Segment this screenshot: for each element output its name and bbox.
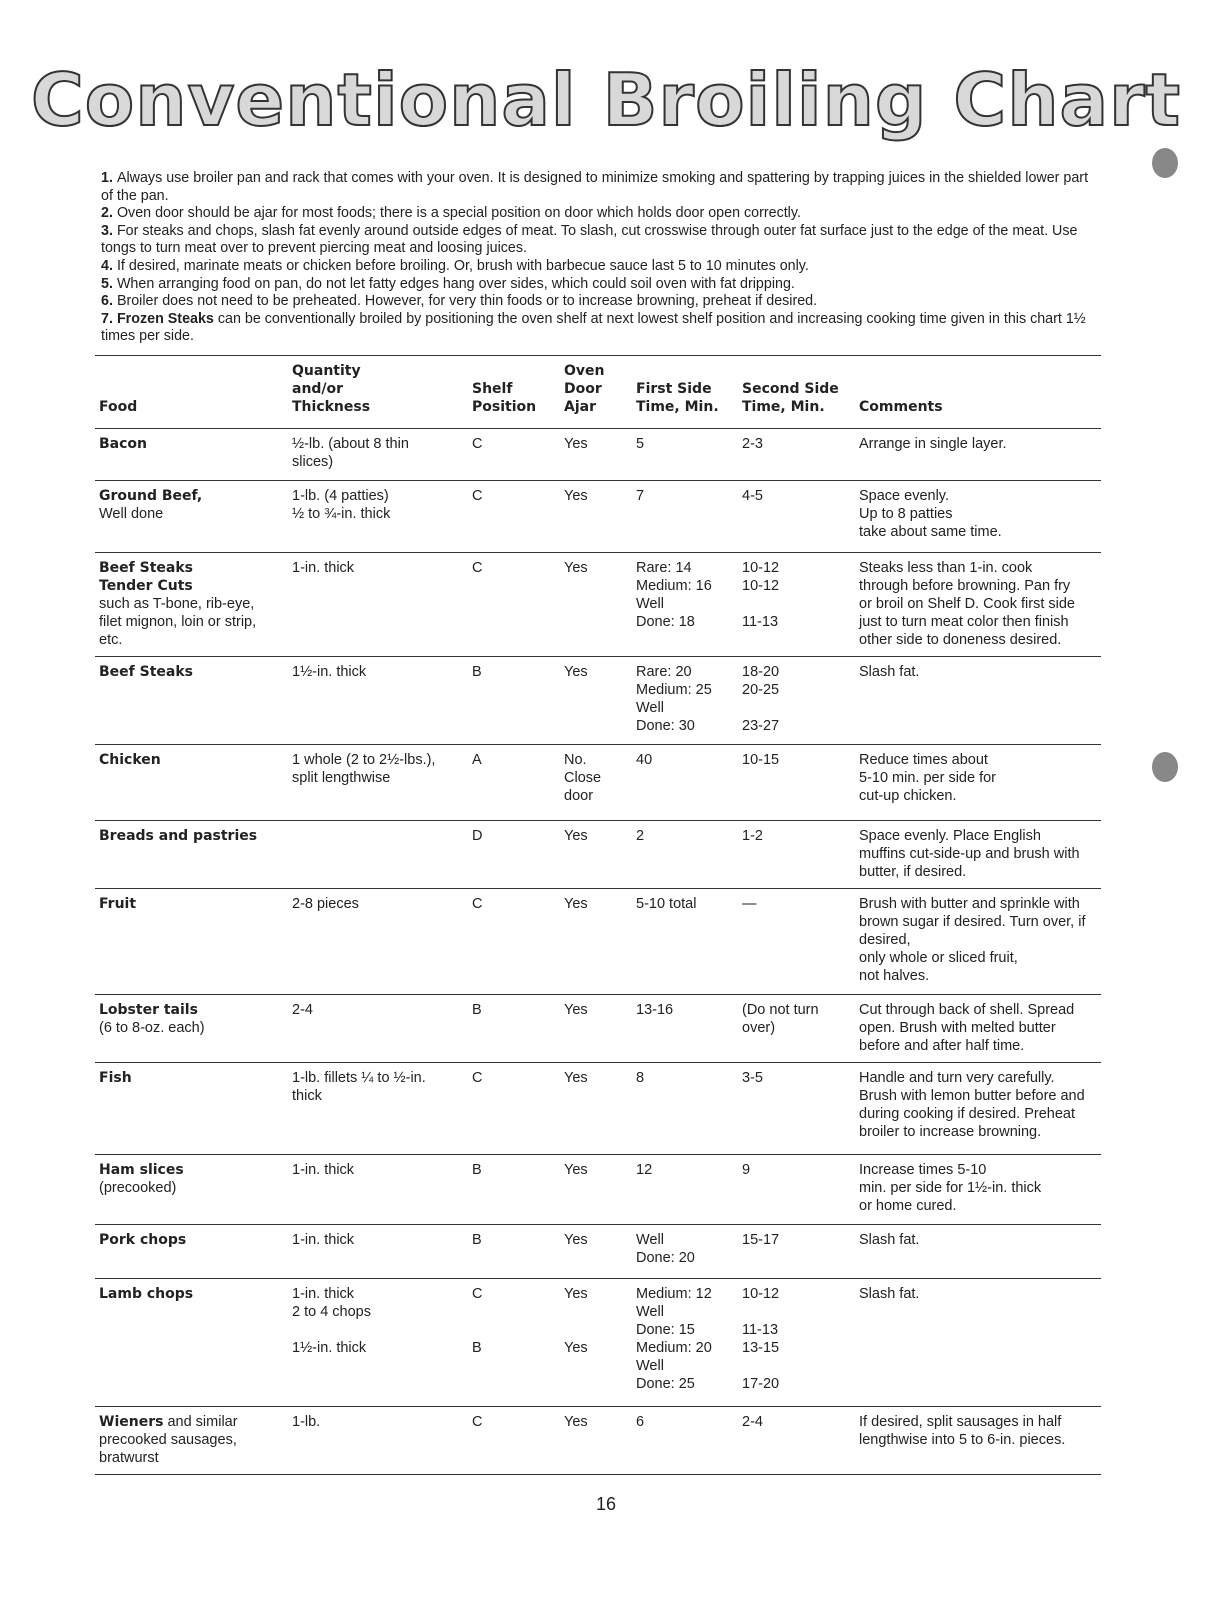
cell-first: Rare: 20 Medium: 25 Well Done: 30 [636, 664, 712, 734]
cell-first: 5 [636, 436, 645, 452]
note-number: 4. [101, 257, 113, 274]
page-title: Conventional Broiling Chart [30, 58, 1182, 142]
cell-second: (Do not turn over) [742, 1002, 819, 1036]
table-row [95, 1225, 1101, 1279]
cell-first: 5-10 total [636, 896, 697, 912]
cell-comments: Space evenly. Up to 8 patties take about same time. [859, 488, 1002, 540]
table-row [95, 995, 1101, 1063]
cell-door: Yes [564, 664, 588, 680]
page-number: 16 [595, 1494, 617, 1514]
food-name: Bacon [99, 436, 148, 452]
table-row [95, 1155, 1101, 1225]
food-name: Ham slices [99, 1162, 184, 1178]
cell-food [95, 1225, 288, 1279]
note-number: 7. [101, 310, 113, 327]
table-row [95, 429, 1101, 481]
food-name: Lamb chops [99, 1286, 194, 1302]
table-row [95, 481, 1101, 553]
note-number: 6. [101, 293, 113, 310]
food-detail: (precooked) [99, 1180, 177, 1196]
food-name: Pork chops [99, 1232, 187, 1248]
cell-first: Medium: 12 Well Done: 15 Medium: 20 Well Done: 25 [636, 1286, 712, 1392]
food-detail: Well done [99, 506, 164, 522]
food-detail: such as T-bone, rib-eye, filet mignon, loin or strip, etc. [99, 596, 257, 648]
cell-shelf: B [472, 664, 482, 680]
cell-food [95, 553, 288, 657]
cell-qty: 1-in. thick [292, 1162, 355, 1178]
cell-qty: 1-lb. fillets ¼ to ½-in. thick [292, 1070, 426, 1104]
cell-shelf: C [472, 488, 483, 504]
header-food: Food [99, 399, 138, 415]
food-name: Beef Steaks Tender Cuts [99, 560, 193, 594]
cell-first: 13-16 [636, 1002, 674, 1018]
cell-second: 1-2 [742, 828, 763, 844]
cell-qty [288, 821, 468, 889]
cell-qty: 1½-in. thick [292, 664, 367, 680]
cell-food [95, 429, 288, 481]
cell-door: Yes [564, 1414, 588, 1430]
header-oven-door-ajar: Oven Door Ajar [564, 363, 605, 415]
cell-door: Yes [564, 436, 588, 452]
table-header [95, 356, 1101, 429]
cell-comments: Slash fat. [859, 664, 920, 680]
note-text: When arranging food on pan, do not let fatty edges hang over sides, which could soil oven with fat dripping. [116, 275, 795, 292]
note-text: If desired, marinate meats or chicken before broiling. Or, brush with barbecue sauce last 5 to 10 minutes only. [116, 257, 809, 274]
food-name: Lobster tails [99, 1002, 198, 1018]
note-item [101, 170, 1101, 205]
cell-comments: Slash fat. [859, 1232, 920, 1248]
cell-food [95, 1407, 288, 1475]
cell-comments: Increase times 5-10 min. per side for 1½-in. thick or home cured. [859, 1162, 1042, 1214]
cell-door: No. Close door [564, 752, 602, 804]
cell-first: 6 [636, 1414, 645, 1430]
cell-food [95, 1063, 288, 1155]
cell-second: 9 [742, 1162, 751, 1178]
cell-qty: 2-8 pieces [292, 896, 359, 912]
cell-first: 8 [636, 1070, 645, 1086]
cell-first: Rare: 14 Medium: 16 Well Done: 18 [636, 560, 712, 630]
cell-second: 3-5 [742, 1070, 763, 1086]
note-item [101, 276, 1101, 294]
food-name: Beef Steaks [99, 664, 193, 680]
note-item [101, 205, 1101, 223]
table-row [95, 657, 1101, 745]
cell-qty: 1-in. thick 2 to 4 chops 1½-in. thick [292, 1286, 371, 1356]
cell-comments: Cut through back of shell. Spread open. Brush with melted butter before and after half time. [859, 1002, 1075, 1054]
cell-food [95, 821, 288, 889]
cell-second: 10-15 [742, 752, 780, 768]
table-row [95, 889, 1101, 995]
cell-qty: ½-lb. (about 8 thin slices) [292, 436, 409, 470]
cell-second: 2-3 [742, 436, 763, 452]
cell-qty: 1 whole (2 to 2½-lbs.), split lengthwise [292, 752, 436, 786]
broiling-table [95, 355, 1101, 1475]
note-number: 1. [101, 170, 113, 186]
cell-first: 40 [636, 752, 653, 768]
header-comments: Comments [859, 399, 943, 415]
note-number: 5. [101, 275, 113, 292]
cell-qty: 2-4 [292, 1002, 313, 1018]
note-number: 3. [101, 222, 113, 239]
cell-food [95, 1155, 288, 1225]
cell-first: Well Done: 20 [636, 1232, 695, 1266]
table-row [95, 821, 1101, 889]
cell-shelf: C [472, 436, 483, 452]
note-text: Always use broiler pan and rack that comes with your oven. It is designed to minimize smoking and spattering by trapping juices in the shielded lower part of the pan. [101, 170, 1089, 204]
table-row [95, 1279, 1101, 1407]
cell-shelf: C [472, 1070, 483, 1086]
note-item [101, 258, 1101, 276]
food-detail: (6 to 8-oz. each) [99, 1020, 205, 1036]
cell-door: Yes Yes [564, 1286, 588, 1356]
food-name: Fruit [99, 896, 137, 912]
table-row [95, 745, 1101, 821]
cell-door: Yes [564, 488, 588, 504]
cell-first: 12 [636, 1162, 653, 1178]
header-first-side-time: First Side Time, Min. [636, 381, 719, 415]
cell-comments: If desired, split sausages in half lengthwise into 5 to 6-in. pieces. [859, 1414, 1066, 1448]
cell-comments: Reduce times about 5-10 min. per side for cut-up chicken. [859, 752, 997, 804]
cell-shelf: C B [472, 1286, 483, 1356]
cell-qty: 1-lb. (4 patties) ½ to ¾-in. thick [292, 488, 391, 522]
food-name: Fish [99, 1070, 132, 1086]
cell-second: 10-12 11-13 13-15 17-20 [742, 1286, 780, 1392]
note-text: can be conventionally broiled by positioning the oven shelf at next lowest shelf position and increasing cooking time given in this chart 1½ times per side. [101, 310, 1086, 345]
note-text: For steaks and chops, slash fat evenly around outside edges of meat. To slash, cut crosswise through outer fat surface just to the edge of the meat. Use tongs to turn meat over to prevent piercing meat and loosing juices. [101, 222, 1078, 257]
cell-door: Yes [564, 1002, 588, 1018]
cell-second: 15-17 [742, 1232, 780, 1248]
cell-shelf: A [472, 752, 482, 768]
cell-second: 18-20 20-25 23-27 [742, 664, 780, 734]
note-bold: Frozen Steaks [116, 310, 214, 327]
cell-second: 2-4 [742, 1414, 763, 1430]
cell-food [95, 657, 288, 745]
note-text: Broiler does not need to be preheated. However, for very thin foods or to increase browning, preheat if desired. [116, 293, 818, 310]
cell-qty: 1-in. thick [292, 1232, 355, 1248]
note-item [101, 311, 1101, 346]
cell-door: Yes [564, 828, 588, 844]
food-name: Breads and pastries [99, 828, 258, 844]
note-text: Oven door should be ajar for most foods; there is a special position on door which holds door open correctly. [116, 205, 801, 222]
cell-second: — [742, 896, 757, 912]
cell-first: 2 [636, 828, 645, 844]
notes-list [101, 170, 1101, 346]
cell-second: 4-5 [742, 488, 763, 504]
food-name: Ground Beef, [99, 488, 203, 504]
cell-comments: Arrange in single layer. [859, 436, 1007, 452]
cell-comments: Handle and turn very carefully. Brush with lemon butter before and during cooking if desired. Preheat broiler to increase browning. [859, 1070, 1085, 1140]
food-name: Chicken [99, 752, 161, 768]
binder-hole [1152, 752, 1178, 782]
cell-shelf: B [472, 1232, 482, 1248]
cell-comments: Brush with butter and sprinkle with brown sugar if desired. Turn over, if desired, only whole or sliced fruit, not halves. [859, 896, 1086, 984]
table-row [95, 553, 1101, 657]
cell-door: Yes [564, 1162, 588, 1178]
cell-comments: Steaks less than 1-in. cook through before browning. Pan fry or broil on Shelf D. Cook first side just to turn meat color then finish other side to doneness desired. [859, 560, 1075, 648]
header-shelf-position: Shelf Position [472, 381, 537, 415]
cell-food [95, 481, 288, 553]
cell-door: Yes [564, 1070, 588, 1086]
cell-food [95, 995, 288, 1063]
cell-door: Yes [564, 1232, 588, 1248]
cell-second: 10-12 10-12 11-13 [742, 560, 780, 630]
header-quantity: Quantity and/or Thickness [292, 363, 371, 415]
header-second-side-time: Second Side Time, Min. [742, 381, 839, 415]
cell-food [95, 1279, 288, 1407]
cell-shelf: B [472, 1002, 482, 1018]
cell-shelf: C [472, 1414, 483, 1430]
food-name: Wieners [99, 1414, 164, 1430]
cell-door: Yes [564, 896, 588, 912]
table-row [95, 1407, 1101, 1475]
cell-shelf: D [472, 828, 483, 844]
cell-shelf: C [472, 560, 483, 576]
cell-qty: 1-lb. [292, 1414, 321, 1430]
note-item [101, 223, 1101, 258]
cell-door: Yes [564, 560, 588, 576]
cell-food [95, 889, 288, 995]
cell-food [95, 745, 288, 821]
cell-comments: Slash fat. [859, 1286, 920, 1302]
cell-qty: 1-in. thick [292, 560, 355, 576]
binder-hole [1152, 148, 1178, 178]
table-row [95, 1063, 1101, 1155]
food-detail: and similar precooked sausages, bratwurst [99, 1414, 238, 1466]
note-item [101, 293, 1101, 311]
cell-shelf: C [472, 896, 483, 912]
cell-first: 7 [636, 488, 645, 504]
cell-comments: Space evenly. Place English muffins cut-side-up and brush with butter, if desired. [859, 828, 1080, 880]
note-number: 2. [101, 205, 113, 222]
cell-shelf: B [472, 1162, 482, 1178]
